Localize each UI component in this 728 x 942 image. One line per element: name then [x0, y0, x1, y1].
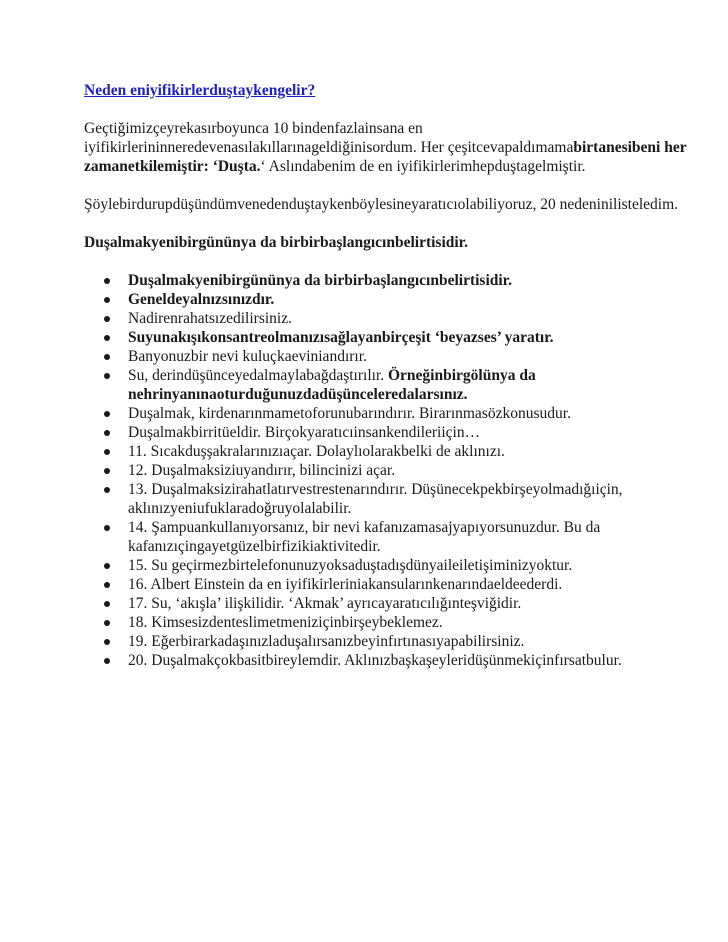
- list-item: [104, 461, 688, 480]
- bullet-icon: [104, 601, 110, 607]
- bullet-icon: [104, 335, 110, 341]
- section-heading: Duşalmakyenibirgününya da birbirbaşlangıcınbelirtisidir.: [84, 234, 469, 251]
- intro-text-1: Geçtiğimizçeyrekasırboyunca 10 bindenfazlainsana en iyifikirlerininneredevenasılakıllarınageldiğinisordum. Her çeşitcevapaldımama: [84, 120, 574, 156]
- bullet-icon: [104, 449, 110, 455]
- bullet-icon: [104, 582, 110, 588]
- list-item: [104, 328, 688, 347]
- bullet-icon: [104, 487, 110, 493]
- list-item-text: 18. Kimsesizdenteslimetmeniziçinbirşeybeklemez.: [128, 614, 443, 631]
- list-item-text: 20. Duşalmakçokbasitbireylemdir. Aklınızbaşkaşeyleridüşünmekiçinfırsatbulur.: [128, 652, 622, 669]
- list-item-text: 14. Şampuankullanıyorsanız, bir nevi kafanızamasajyapıyorsunuzdur. Bu da kafanızıçingayetgüzelbirfizikiaktivitedir.: [128, 519, 601, 555]
- bullet-icon: [104, 354, 110, 360]
- list-item: [104, 423, 688, 442]
- bullet-icon: [104, 639, 110, 645]
- list-item-text: Banyonuzbir nevi kuluçkaeviniandırır.: [128, 348, 367, 365]
- list-item: [104, 613, 688, 632]
- list-item-text: Suyunakışıkonsantreolmanızısağlayanbirçeşit ‘beyazses’ yaratır.: [128, 329, 554, 346]
- list-item: [104, 594, 688, 613]
- list-item: [104, 651, 688, 670]
- list-item: [104, 575, 688, 594]
- bullet-icon: [104, 620, 110, 626]
- list-item: [104, 556, 688, 575]
- bullet-icon: [104, 525, 110, 531]
- list-item-text: 11. Sıcakduşşakralarınızıaçar. Dolaylıolarakbelki de aklınızı.: [128, 443, 505, 460]
- bullet-icon: [104, 563, 110, 569]
- bullet-icon: [104, 373, 110, 379]
- list-item: [104, 442, 688, 461]
- list-item-text: 12. Duşalmaksiziuyandırır, bilincinizi açar.: [128, 462, 396, 479]
- list-intro-paragraph: Şöylebirdurupdüşündümvenedenduştaykenböylesineyaratıcıolabiliyoruz, 20 nedeninilisteledim.: [84, 196, 679, 213]
- bullet-icon: [104, 468, 110, 474]
- list-item-text: Geneldeyalnızsınızdır.: [128, 291, 275, 308]
- list-item-text: Su, derindüşünceyedalmaylabağdaştırılır.: [128, 367, 388, 384]
- list-item-text: Duşalmakbirritüeldir. Birçokyaratıcıinsankendileriiçin…: [128, 424, 481, 441]
- list-item-text: 16. Albert Einstein da en iyifikirleriniakansularınkenarındaeldeederdi.: [128, 576, 563, 593]
- list-item-text: Duşalmak, kirdenarınmametoforunubarındırır. Birarınmasözkonusudur.: [128, 405, 571, 422]
- intro-text-bold: birtanesibeni her zamanetkilemiştir: ‘Duşta.: [84, 139, 687, 175]
- list-item-text: 17. Su, ‘akışla’ ilişkilidir. ‘Akmak’ ayrıcayaratıcılığıntеşviğidir.: [128, 595, 522, 612]
- bullet-icon: [104, 411, 110, 417]
- bullet-icon: [104, 430, 110, 436]
- list-item: [104, 347, 688, 366]
- list-item: [104, 309, 688, 328]
- reasons-list: [84, 271, 688, 670]
- list-item: [104, 480, 688, 518]
- list-item-text-bold: Örneğinbirgölünya da nehrinyanınaoturduğunuzdadüşünceleredalarsınız.: [128, 367, 536, 403]
- intro-text-3: ‘ Aslındabenim de en iyifikirlerimhepduştagelmiştir.: [260, 158, 586, 175]
- bullet-icon: [104, 297, 110, 303]
- list-item: [104, 632, 688, 651]
- list-item-text: Nadirenrahatsızedilirsiniz.: [128, 310, 292, 327]
- bullet-icon: [104, 658, 110, 664]
- list-item-text: Duşalmakyenibirgününya da birbirbaşlangıcınbelirtisidir.: [128, 272, 513, 289]
- list-item-text: 13. Duşalmaksizirahatlatırvestrestenarındırır. Düşünecekpekbirşeyolmadığıiçin, aklınızyeniufuklaradoğruyolalabilir.: [128, 481, 623, 517]
- list-item: [104, 271, 688, 290]
- title-link[interactable]: Neden eniyifikirlerduştaykengelir?: [84, 82, 316, 99]
- list-item: [104, 290, 688, 309]
- document-title[interactable]: [84, 81, 688, 100]
- list-item: [104, 366, 688, 404]
- bullet-icon: [104, 316, 110, 322]
- intro-paragraph: [84, 119, 688, 176]
- list-item-text: 19. Eğerbirarkadaşınızladuşalırsanızbeyinfırtınasıyapabilirsiniz.: [128, 633, 525, 650]
- list-item-text: 15. Su geçirmezbirtelefonunuzyoksaduştadışdünyaileiletişiminizyoktur.: [128, 557, 573, 574]
- list-item: [104, 404, 688, 423]
- list-item: [104, 518, 688, 556]
- bullet-icon: [104, 278, 110, 284]
